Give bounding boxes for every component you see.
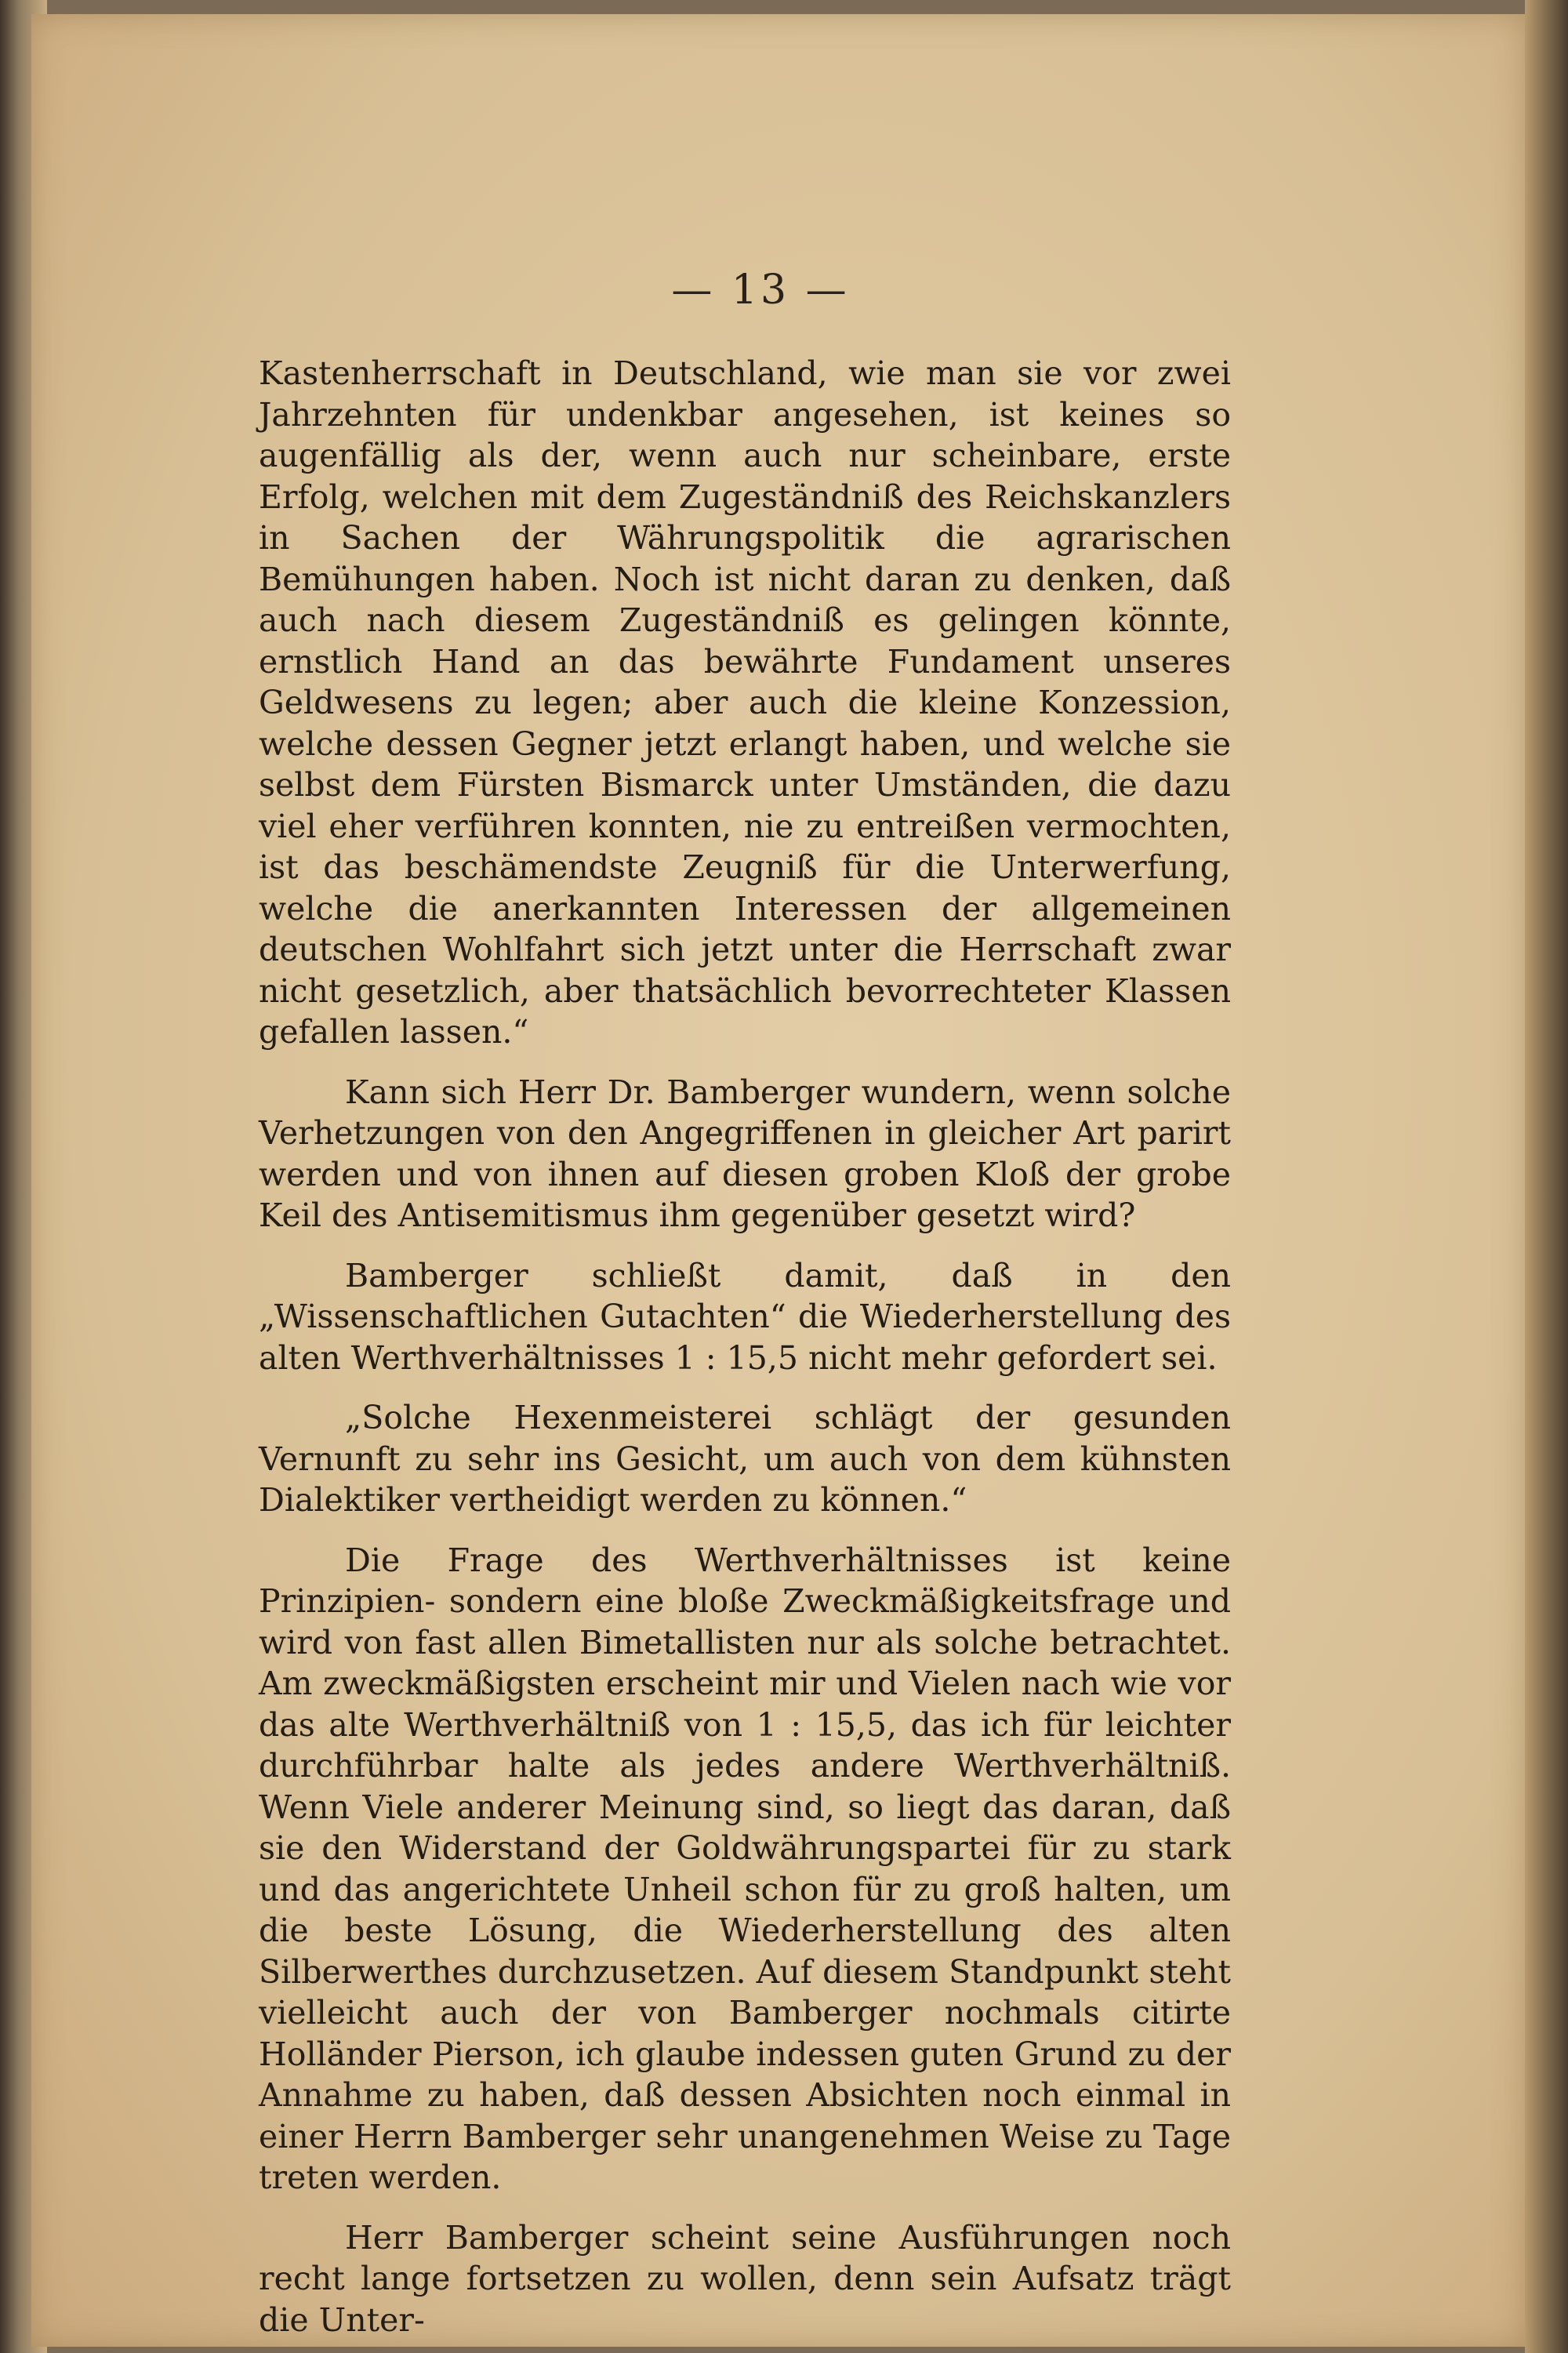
paragraph: Kann sich Herr Dr. Bamberger wundern, wenn solche Verhetzungen von den Angegriffenen in gleicher Art parirt werden und von ihnen auf diesen groben Kloß der grobe Keil des Antisemitismus ihm gegenüber gesetzt wird? (259, 1073, 1231, 1234)
page-edge-shadow (1525, 0, 1568, 2353)
quote-paragraph: „Solche Hexenmeisterei schlägt der gesunden Vernunft zu sehr ins Gesicht, um auch von dem kühnsten Dialektiker vertheidigt werden zu können.“ (259, 1399, 1231, 1519)
body-text (259, 353, 1231, 2340)
page-number: — 13 — (671, 267, 850, 314)
paragraph: Herr Bamberger scheint seine Ausführungen noch recht lange fortsetzen zu wollen, denn sein Aufsatz trägt die Unter- (259, 2218, 1231, 2339)
paragraph: Bamberger schließt damit, daß in den „Wissenschaftlichen Gutachten“ die Wiederherstellung des alten Werthverhältnisses 1 : 15,5 nicht mehr gefordert sei. (259, 1256, 1231, 1377)
paragraph: Die Frage des Werthverhältnisses ist keine Prinzipien- sondern eine bloße Zweckmäßigkeitsfrage und wird von fast allen Bimetallisten nur als solche betrachtet. Am zweckmäßigsten erscheint mir und Vielen nach wie vor das alte Werthverhältniß von 1 : 15,5, das ich für leichter durchführbar halte als jedes andere Werthverhältniß. Wenn Viele anderer Meinung sind, so liegt das daran, daß sie den Widerstand der Goldwährungspartei für zu stark und das angerichtete Unheil schon für zu groß halten, um die beste Lösung, die Wiederherstellung des alten Silberwerthes durchzusetzen. Auf diesem Standpunkt steht vielleicht auch der von Bamberger nochmals citirte Holländer Pierson, ich glaube indessen guten Grund zu der Annahme zu haben, daß dessen Absichten noch einmal in einer Herrn Bamberger sehr unangenehmen Weise zu Tage treten werden. (259, 1541, 1231, 2196)
paragraph: Kastenherrschaft in Deutschland, wie man sie vor zwei Jahrzehnten für undenkbar angesehen, ist keines so augenfällig als der, wenn auch nur scheinbare, erste Erfolg, welchen mit dem Zugeständniß des Reichskanzlers in Sachen der Währungspolitik die agrarischen Bemühungen haben. Noch ist nicht daran zu denken, daß auch nach diesem Zugeständniß es gelingen könnte, ernstlich Hand an das bewährte Fundament unseres Geldwesens zu legen; aber auch die kleine Konzession, welche dessen Gegner jetzt erlangt haben, und welche sie selbst dem Fürsten Bismarck unter Umständen, die dazu viel eher verführen konnten, nie zu entreißen vermochten, ist das beschämendste Zeugniß für die Unterwerfung, welche die anerkannten Interessen der allgemeinen deutschen Wohlfahrt sich jetzt unter die Herrschaft zwar nicht gesetzlich, aber thatsächlich bevorrechteter Klassen gefallen lassen.“ (259, 354, 1231, 1051)
